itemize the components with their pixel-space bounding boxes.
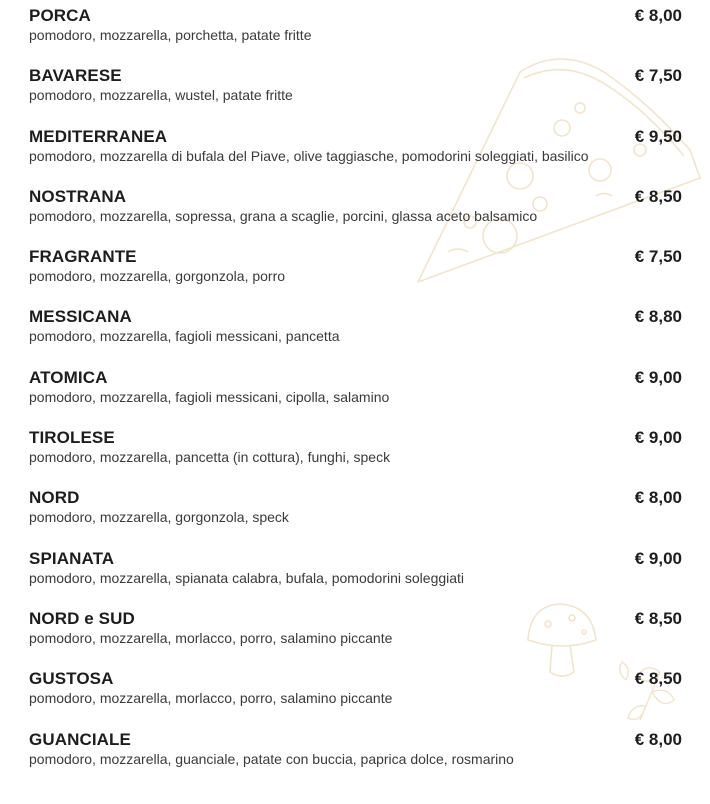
menu-item bbox=[29, 6, 684, 66]
pizza-price: € 8,50 bbox=[634, 186, 682, 206]
pizza-ingredients: pomodoro, mozzarella di bufala del Piave, olive taggiasche, pomodorini soleggiati, basilico bbox=[29, 147, 589, 164]
pizza-name: TIROLESE bbox=[29, 428, 115, 448]
pizza-name: SPIANATA bbox=[29, 548, 115, 568]
pizza-ingredients: pomodoro, mozzarella, spianata calabra, bufala, pomodorini soleggiati bbox=[29, 569, 465, 586]
pizza-ingredients: pomodoro, mozzarella, gorgonzola, speck bbox=[29, 509, 289, 526]
menu-item bbox=[29, 609, 684, 669]
pizza-price: € 8,50 bbox=[634, 669, 682, 689]
pizza-ingredients: pomodoro, mozzarella, fagioli messicani, cipolla, salamino bbox=[29, 388, 390, 405]
menu-item bbox=[29, 66, 684, 126]
pizza-name: MEDITERRANEA bbox=[29, 126, 168, 146]
pizza-name: FRAGRANTE bbox=[29, 247, 137, 267]
menu-item bbox=[29, 549, 684, 609]
pizza-price: € 9,00 bbox=[634, 428, 682, 448]
pizza-price: € 8,50 bbox=[634, 608, 682, 628]
pizza-menu-list bbox=[29, 6, 684, 790]
pizza-name: NORD e SUD bbox=[29, 608, 135, 628]
pizza-name: GUSTOSA bbox=[29, 669, 114, 689]
pizza-ingredients: pomodoro, mozzarella, morlacco, porro, salamino piccante bbox=[29, 690, 393, 707]
pizza-price: € 8,00 bbox=[634, 488, 682, 508]
pizza-ingredients: pomodoro, mozzarella, morlacco, porro, salamino piccante bbox=[29, 629, 393, 646]
pizza-price: € 8,80 bbox=[634, 307, 682, 327]
pizza-ingredients: pomodoro, mozzarella, porchetta, patate fritte bbox=[29, 27, 312, 43]
pizza-price: € 9,50 bbox=[634, 126, 682, 146]
pizza-ingredients: pomodoro, mozzarella, sopressa, grana a scaglie, porcini, glassa aceto balsamico bbox=[29, 207, 538, 224]
pizza-price: € 7,50 bbox=[634, 247, 682, 267]
pizza-ingredients: pomodoro, mozzarella, pancetta (in cottura), funghi, speck bbox=[29, 449, 391, 466]
pizza-ingredients: pomodoro, mozzarella, wustel, patate fritte bbox=[29, 87, 293, 104]
menu-item bbox=[29, 187, 684, 247]
menu-item bbox=[29, 127, 684, 187]
menu-item bbox=[29, 488, 684, 548]
pizza-price: € 8,00 bbox=[634, 729, 682, 749]
menu-item bbox=[29, 730, 684, 790]
pizza-price: € 8,00 bbox=[634, 6, 682, 25]
pizza-name: PORCA bbox=[29, 6, 91, 25]
menu-item bbox=[29, 307, 684, 367]
pizza-ingredients: pomodoro, mozzarella, fagioli messicani, pancetta bbox=[29, 328, 340, 345]
pizza-name: NORD bbox=[29, 488, 80, 508]
pizza-price: € 9,00 bbox=[634, 367, 682, 387]
pizza-ingredients: pomodoro, mozzarella, gorgonzola, porro bbox=[29, 268, 286, 285]
pizza-name: BAVARESE bbox=[29, 66, 122, 86]
pizza-price: € 9,00 bbox=[634, 548, 682, 568]
pizza-name: MESSICANA bbox=[29, 307, 132, 327]
menu-item bbox=[29, 428, 684, 488]
pizza-name: ATOMICA bbox=[29, 367, 108, 387]
menu-item bbox=[29, 368, 684, 428]
pizza-name: NOSTRANA bbox=[29, 186, 127, 206]
menu-item bbox=[29, 669, 684, 729]
menu-item bbox=[29, 247, 684, 307]
pizza-ingredients: pomodoro, mozzarella, guanciale, patate con buccia, paprica dolce, rosmarino bbox=[29, 750, 514, 767]
pizza-price: € 7,50 bbox=[634, 66, 682, 86]
pizza-name: GUANCIALE bbox=[29, 729, 131, 749]
